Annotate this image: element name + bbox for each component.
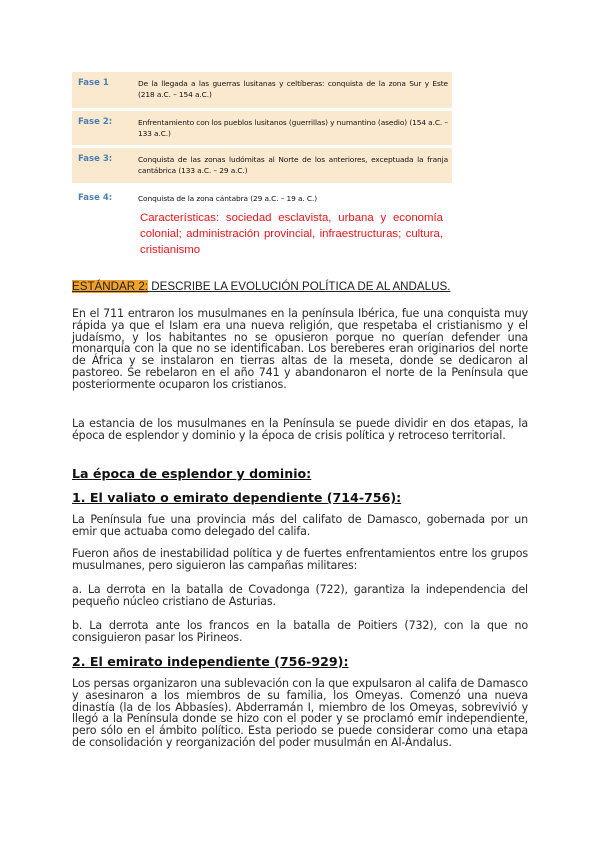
- emirate-paragraph: Los persas organizaron una sublevación con la que expulsaron al califa de Damasco y asesinaron a los miembros de su familia, los Omeyas. Comenzó una nueva dinastía (la de los Abbasíes). Abderramán I, miembro de los Omeyas, sobrevivió y llegó a la Península donde se hizo con el poder y se proclamó emir independiente, pero sólo en el ámbito político. Esta periodo se puede considerar como una etapa de consolidación y reorganización del poder musulmán en Al-Ándalus.: [72, 677, 528, 749]
- phases-table: [72, 68, 452, 209]
- province-paragraph: La Península fue una provincia más del califato de Damasco, gobernada por un emir que actuaba como delegado del califa.: [72, 513, 528, 538]
- phase-row: [72, 111, 452, 145]
- phase-label: Fase 2:: [78, 117, 113, 127]
- phase-text: Conquista de la zona cántabra (29 a.C. – 19 a. C.): [138, 194, 318, 203]
- phase-label: Fase 4:: [78, 193, 113, 203]
- standard-title: DESCRIBE LA EVOLUCIÓN POLÍTICA DE AL ANDALUS.: [148, 280, 451, 293]
- stages-paragraph: La estancia de los musulmanes en la Península se puede dividir en dos etapas, la época de esplendor y dominio y la época de crisis política y retroceso territorial.: [72, 417, 528, 442]
- covadonga-paragraph: a. La derrota en la batalla de Covadonga (722), garantiza la independencia del pequeño núcleo cristiano de Asturias.: [72, 583, 528, 608]
- phase-label: Fase 3:: [78, 154, 113, 164]
- characteristics-text: Características: sociedad esclavista, urbana y economía colonial; administración provincial, infraestructuras; cultura, cristianismo: [140, 212, 443, 256]
- phase-text: De la llegada a las guerras lusitanas y celtíberas: conquista de la zona Sur y Este (218 a.C. – 154 a.C.): [138, 79, 448, 99]
- independent-heading: 2. El emirato independiente (756-929):: [72, 654, 349, 669]
- phase-text: Enfrentamiento con los pueblos lusitanos (guerrillas) y numantino (asedio) (154 a.C. – 133 a.C.): [138, 118, 449, 138]
- standard-label: ESTÁNDAR 2:: [72, 280, 149, 293]
- phase-text: Conquista de las zonas ludómitas al Norte de los anteriores, exceptuada la franja cantábrica (133 a.C. – 29 a.C.): [138, 155, 448, 175]
- poitiers-paragraph: b. La derrota ante los francos en la batalla de Poitiers (732), con la que no consiguieron pasar los Pirineos.: [72, 619, 528, 644]
- standard-heading: [72, 280, 450, 293]
- phase-row: [72, 72, 452, 108]
- splendor-heading: La época de esplendor y dominio:: [72, 466, 312, 481]
- instability-paragraph: Fueron años de inestabilidad política y de fuertes enfrentamientos entre los grupos musulmanes, pero siguieron las campañas militares:: [72, 547, 528, 572]
- intro-paragraph: En el 711 entraron los musulmanes en la península Ibérica, fue una conquista muy rápida ya que el Islam era una nueva religión, que respetaba el cristianismo y el judaísmo, y los habitantes no se opusieron porque no querían defender una monarquía con la que no se identificaban. Los bereberes eran originarios del norte de África y se instalaron en tierras altas de la meseta, donde se dedicaron al pastoreo. Se rebelaron en el año 741 y abandonaron el norte de la Península que posteriormente ocuparon los cristianos.: [72, 307, 528, 391]
- valiato-heading: 1. El valiato o emirato dependiente (714-756):: [72, 490, 402, 505]
- phase-row: [72, 148, 452, 183]
- phase-row: [72, 187, 452, 209]
- phase-label: Fase 1: [78, 78, 109, 88]
